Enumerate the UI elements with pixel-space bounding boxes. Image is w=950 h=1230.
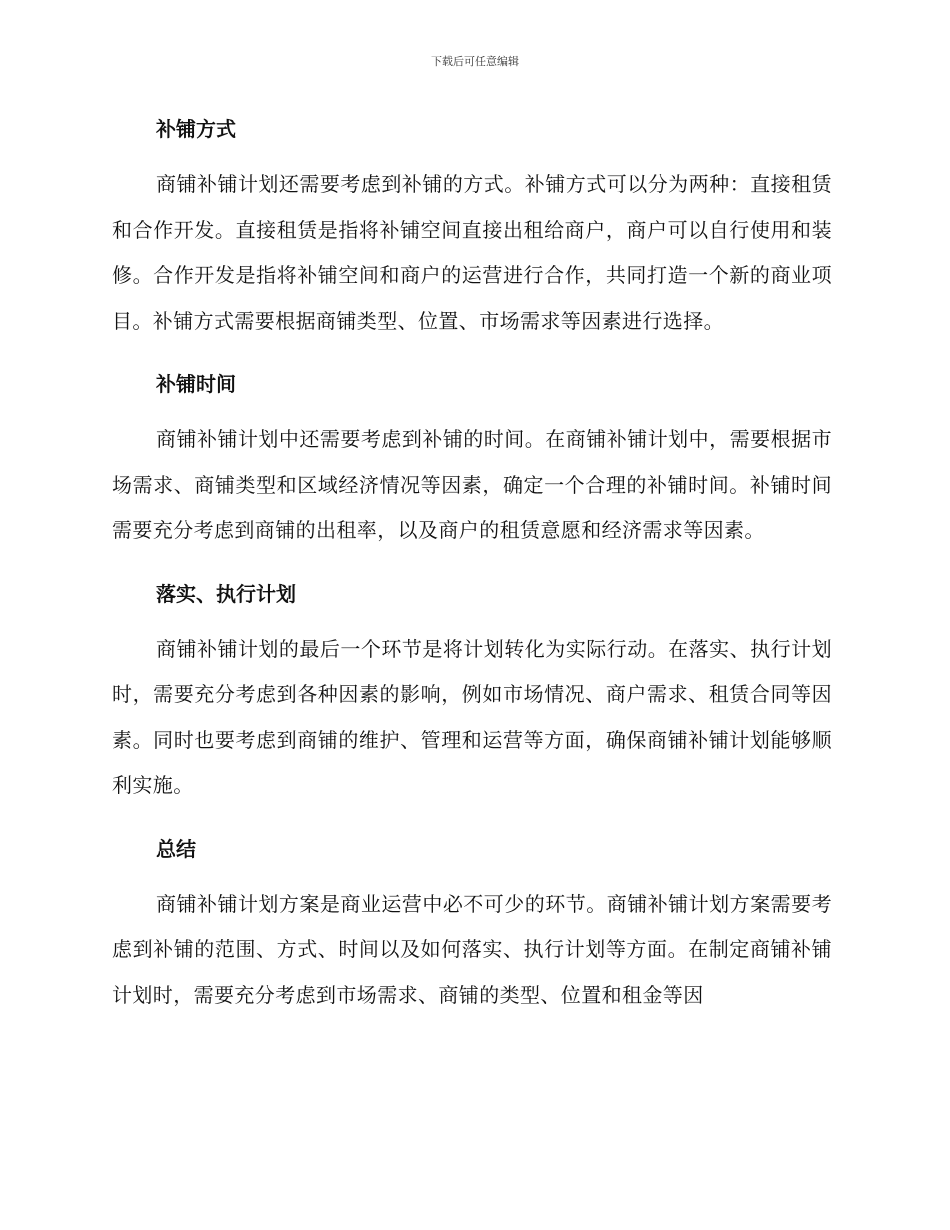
section-heading-summary: 总结 — [156, 836, 196, 861]
section-heading-replenish-time: 补铺时间 — [156, 372, 236, 396]
section-paragraph-replenish-time: 商铺补铺计划中还需要考虑到补铺的时间。在商铺补铺计划中，需要根据市场需求、商铺类型和区域经济情况等因素，确定一个合理的补铺时间。补铺时间需要充分考虑到商铺的出租率，以及商户的租赁意愿和经济需求等因素。 — [112, 427, 832, 542]
section-paragraph-replenish-method: 商铺补铺计划还需要考虑到补铺的方式。补铺方式可以分为两种：直接租赁和合作开发。直接租赁是指将补铺空间直接出租给商户，商户可以自行使用和装修。合作开发是指将补铺空间和商户的运营进行合作，共同打造一个新的商业项目。补铺方式需要根据商铺类型、位置、市场需求等因素进行选择。 — [112, 172, 832, 333]
section-paragraph-implementation: 商铺补铺计划的最后一个环节是将计划转化为实际行动。在落实、执行计划时，需要充分考虑到各种因素的影响，例如市场情况、商户需求、租赁合同等因素。同时也要考虑到商铺的维护、管理和运营等方面，确保商铺补铺计划能够顺利实施。 — [112, 636, 832, 797]
section-heading-replenish-method: 补铺方式 — [156, 117, 236, 141]
page-header-note: 下载后可任意编辑 — [431, 55, 519, 68]
section-heading-implementation: 落实、执行计划 — [156, 581, 296, 606]
section-paragraph-summary: 商铺补铺计划方案是商业运营中必不可少的环节。商铺补铺计划方案需要考虑到补铺的范围、方式、时间以及如何落实、执行计划等方面。在制定商铺补铺计划时，需要充分考虑到市场需求、商铺的类型、位置和租金等因 — [112, 891, 832, 1007]
document-body — [112, 111, 832, 1018]
